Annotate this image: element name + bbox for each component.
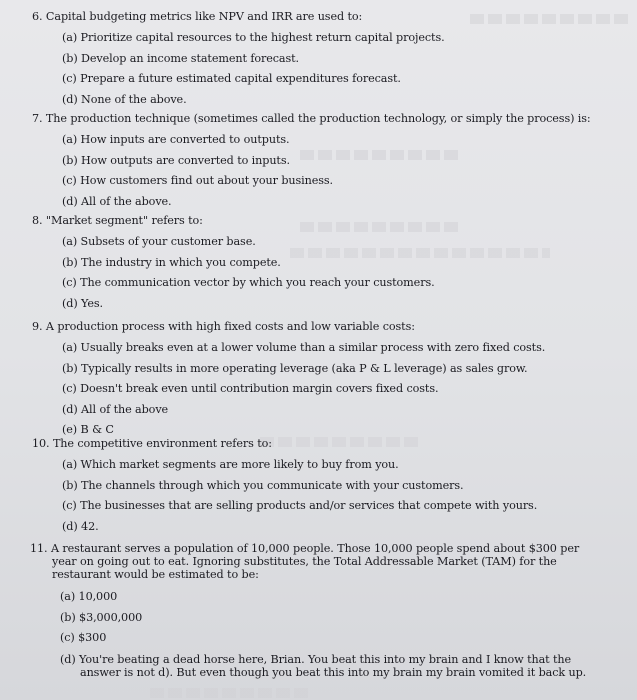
answer-option: (c) The businesses that are selling products and/or services that compete with yours. <box>62 499 538 513</box>
answer-option: (c) $300 <box>60 631 107 645</box>
answer-option: (a) Which market segments are more likely to buy from you. <box>62 458 399 471</box>
answer-option: (d) All of the above. <box>62 194 172 208</box>
question-stem: 7. The production technique (sometimes called the production technology, or simply the process) is: <box>32 112 591 125</box>
answer-option: (c) Doesn't break even until contribution margin covers fixed costs. <box>62 382 439 396</box>
answer-option: (c) How customers find out about your business. <box>62 174 333 188</box>
answer-option: (a) How inputs are converted to outputs. <box>62 133 290 146</box>
answer-option: (a) Prioritize capital resources to the highest return capital projects. <box>62 31 445 44</box>
answer-option: (b) Typically results in more operating leverage (aka P & L leverage) as sales grow. <box>62 361 528 375</box>
answer-option: (d) 42. <box>62 519 99 533</box>
answer-option: (b) The industry in which you compete. <box>62 255 281 269</box>
answer-option: (c) Prepare a future estimated capital expenditures forecast. <box>62 72 401 86</box>
question-stem: 10. The competitive environment refers to: <box>32 437 272 450</box>
answer-option: (a) Subsets of your customer base. <box>62 235 256 248</box>
answer-option: (b) $3,000,000 <box>60 610 143 624</box>
answer-option: (d) Yes. <box>62 296 103 310</box>
bleed-through-text <box>150 688 310 698</box>
answer-option: (e) B & C <box>62 423 114 437</box>
question-stem: 8. "Market segment" refers to: <box>32 214 203 227</box>
answer-option: (a) 10,000 <box>60 590 118 603</box>
answer-option: (a) Usually breaks even at a lower volume than a similar process with zero fixed costs. <box>62 341 546 354</box>
question-9 <box>32 320 592 441</box>
answer-option: (d) All of the above <box>62 402 169 416</box>
question-stem: 11. A restaurant serves a population of 10,000 people. Those 10,000 people spend about $300 per year on going out to eat. Ignoring substitutes, the Total Addressable Market (TAM) for the restaurant would be estimated to be: <box>30 542 580 581</box>
answer-option: (b) Develop an income statement forecast. <box>62 51 299 65</box>
question-stem: 6. Capital budgeting metrics like NPV and IRR are used to: <box>32 10 363 23</box>
question-11 <box>30 542 590 680</box>
question-10 <box>32 437 592 537</box>
answer-option: (b) The channels through which you communicate with your customers. <box>62 478 464 492</box>
question-6 <box>32 10 592 110</box>
answer-option: (d) None of the above. <box>62 92 187 106</box>
answer-option: (b) How outputs are converted to inputs. <box>62 153 290 167</box>
answer-option: (c) The communication vector by which you reach your customers. <box>62 276 435 290</box>
answer-option: (d) You're beating a dead horse here, Brian. You beat this into my brain and I know that the answer is not d). But even though you beat this into my brain my brain vomited it back up. <box>60 652 587 680</box>
question-stem: 9. A production process with high fixed costs and low variable costs: <box>32 320 415 333</box>
question-7 <box>32 112 592 212</box>
question-8 <box>32 214 592 314</box>
